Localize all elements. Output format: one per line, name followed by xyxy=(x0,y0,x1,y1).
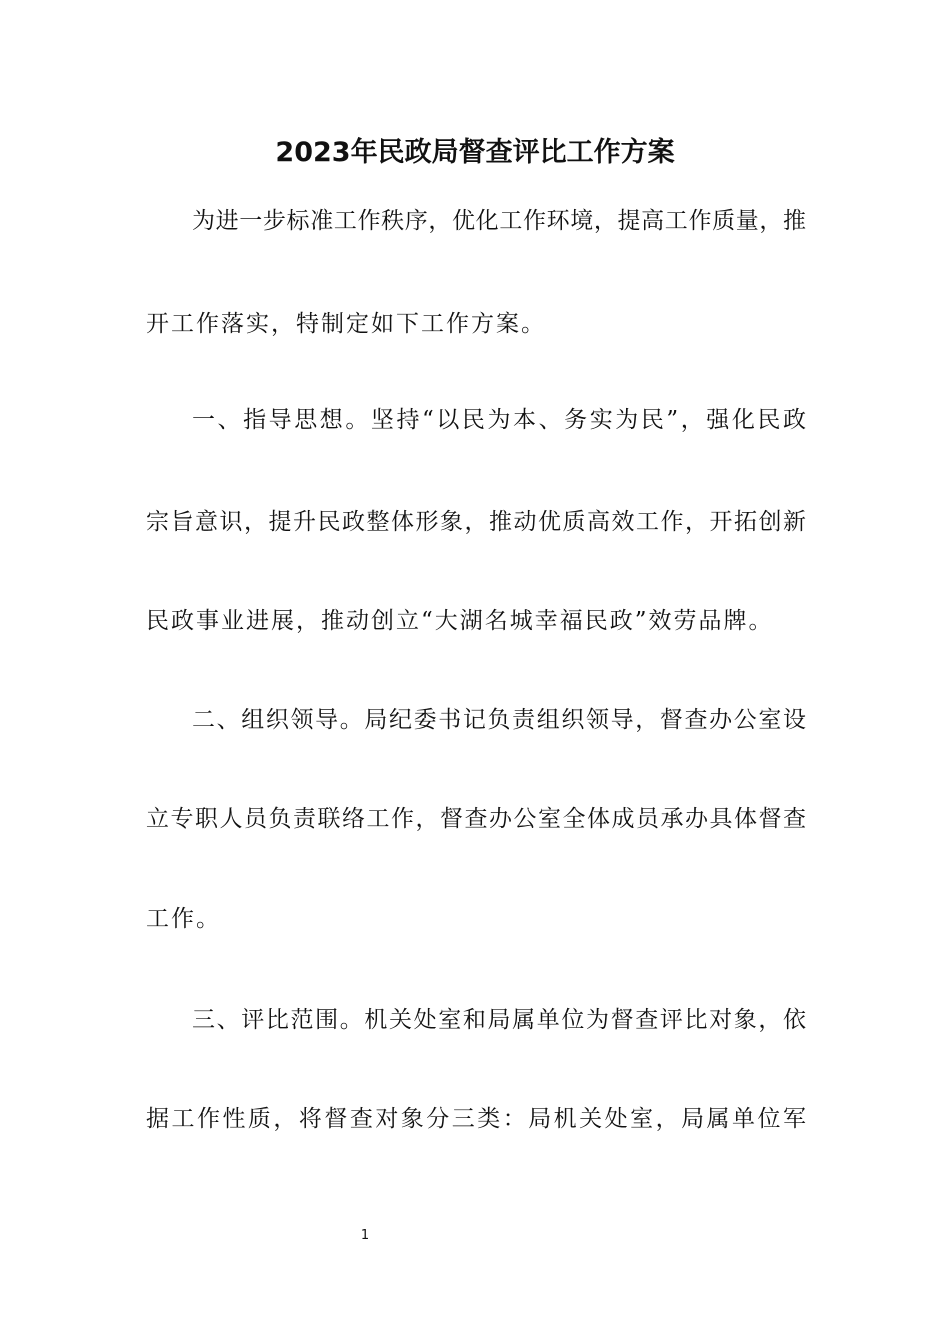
paragraph-line: 一、指导思想。坚持“以民为本、务实为民”，强化民政 xyxy=(192,407,806,433)
paragraph-line: 民政事业进展，推动创立“大湖名城幸福民政”效劳品牌。 xyxy=(146,608,774,634)
paragraph-line: 宗旨意识，提升民政整体形象，推动优质高效工作，开拓创新 xyxy=(146,509,806,535)
paragraph-line: 为进一步标准工作秩序，优化工作环境，提高工作质量，推 xyxy=(192,208,806,234)
page-number: 1 xyxy=(360,1228,370,1243)
paragraph-line: 二、组织领导。局纪委书记负责组织领导，督查办公室设 xyxy=(192,707,806,733)
paragraph-line: 据工作性质，将督查对象分三类：局机关处室，局属单位军 xyxy=(146,1106,806,1132)
paragraph-line: 开工作落实，特制定如下工作方案。 xyxy=(146,311,546,337)
document-title: 2023年民政局督查评比工作方案 xyxy=(275,137,675,168)
paragraph-line: 立专职人员负责联络工作，督查办公室全体成员承办具体督查 xyxy=(146,806,806,832)
paragraph-line: 三、评比范围。机关处室和局属单位为督查评比对象，依 xyxy=(192,1007,806,1033)
paragraph-line: 工作。 xyxy=(146,906,221,932)
